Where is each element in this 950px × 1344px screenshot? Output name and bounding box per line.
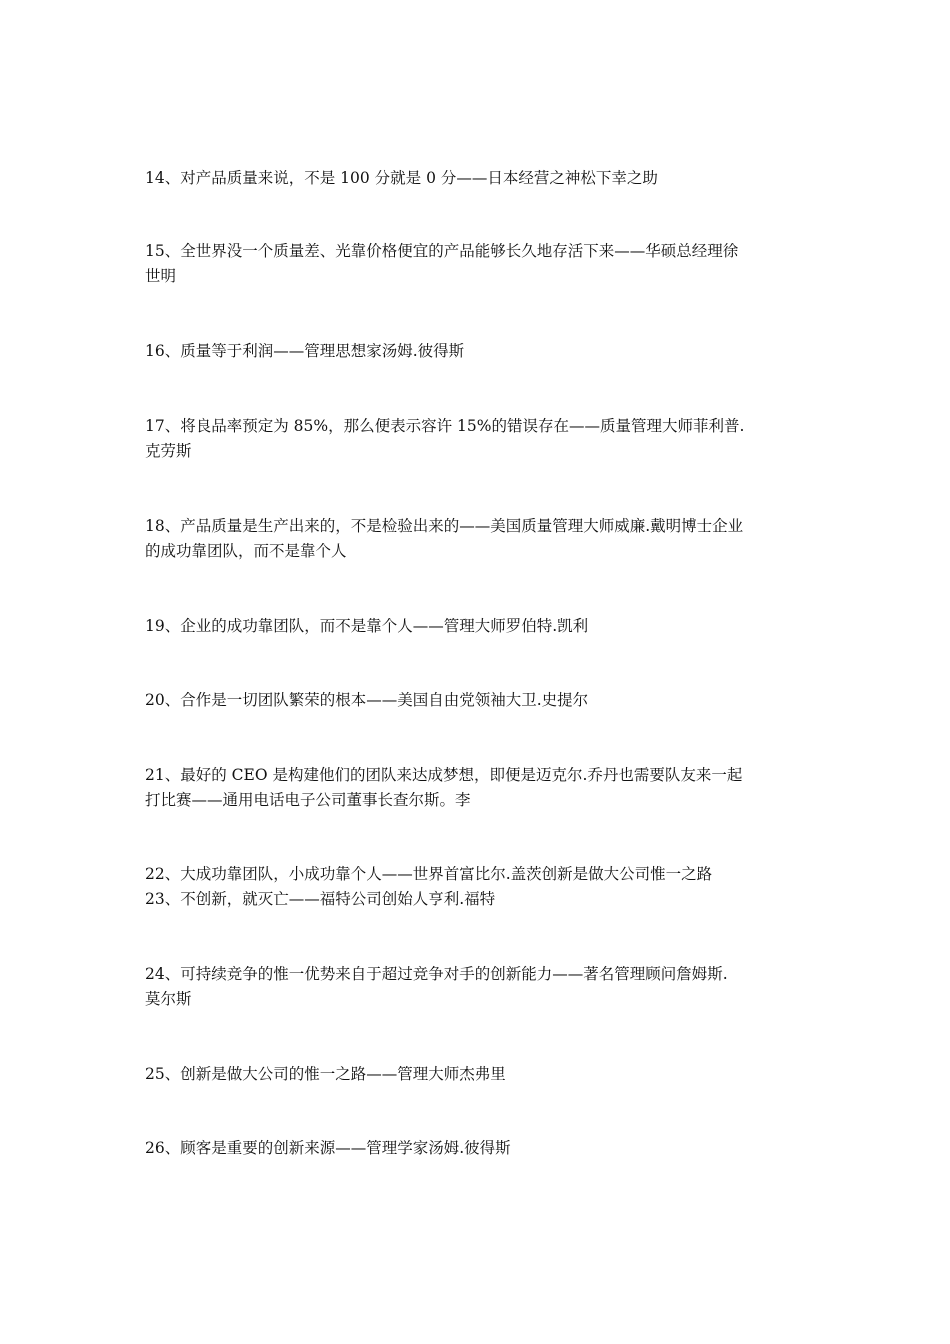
- quote-15-line-1: 15、全世界没一个质量差、光靠价格便宜的产品能够长久地存活下来——华硕总经理徐: [145, 242, 739, 260]
- quote-21-line-2: 打比赛——通用电话电子公司董事长查尔斯。李: [145, 791, 471, 809]
- quote-18-line-1: 18、产品质量是生产出来的，不是检验出来的——美国质量管理大师威廉.戴明博士企业: [145, 517, 744, 535]
- quote-14-line-1: 14、对产品质量来说，不是 100 分就是 0 分——日本经营之神松下幸之助: [145, 169, 658, 187]
- quote-25-line-1: 25、创新是做大公司的惟一之路——管理大师杰弗里: [145, 1065, 506, 1083]
- quote-24-line-2: 莫尔斯: [145, 990, 192, 1008]
- quote-16-line-1: 16、质量等于利润——管理思想家汤姆.彼得斯: [145, 342, 465, 360]
- quote-22-line-1: 22、大成功靠团队，小成功靠个人——世界首富比尔.盖茨创新是做大公司惟一之路: [145, 865, 713, 883]
- quote-20-line-1: 20、合作是一切团队繁荣的根本——美国自由党领袖大卫.史提尔: [145, 691, 589, 709]
- quote-17-line-1: 17、将良品率预定为 85%，那么便表示容许 15%的错误存在——质量管理大师菲利普.: [145, 417, 745, 435]
- quote-24-line-1: 24、可持续竞争的惟一优势来自于超过竞争对手的创新能力——著名管理顾问詹姆斯.: [145, 965, 728, 983]
- quote-21-line-1: 21、最好的 CEO 是构建他们的团队来达成梦想，即便是迈克尔.乔丹也需要队友来一起: [145, 766, 743, 784]
- quote-19-line-1: 19、企业的成功靠团队，而不是靠个人——管理大师罗伯特.凯利: [145, 617, 589, 635]
- quote-23-line-1: 23、不创新，就灭亡——福特公司创始人亨利.福特: [145, 890, 496, 908]
- quote-18-line-2: 的成功靠团队，而不是靠个人: [145, 542, 347, 560]
- quote-17-line-2: 克劳斯: [145, 442, 192, 460]
- quote-15-line-2: 世明: [145, 267, 177, 285]
- quote-26-line-1: 26、顾客是重要的创新来源——管理学家汤姆.彼得斯: [145, 1139, 511, 1157]
